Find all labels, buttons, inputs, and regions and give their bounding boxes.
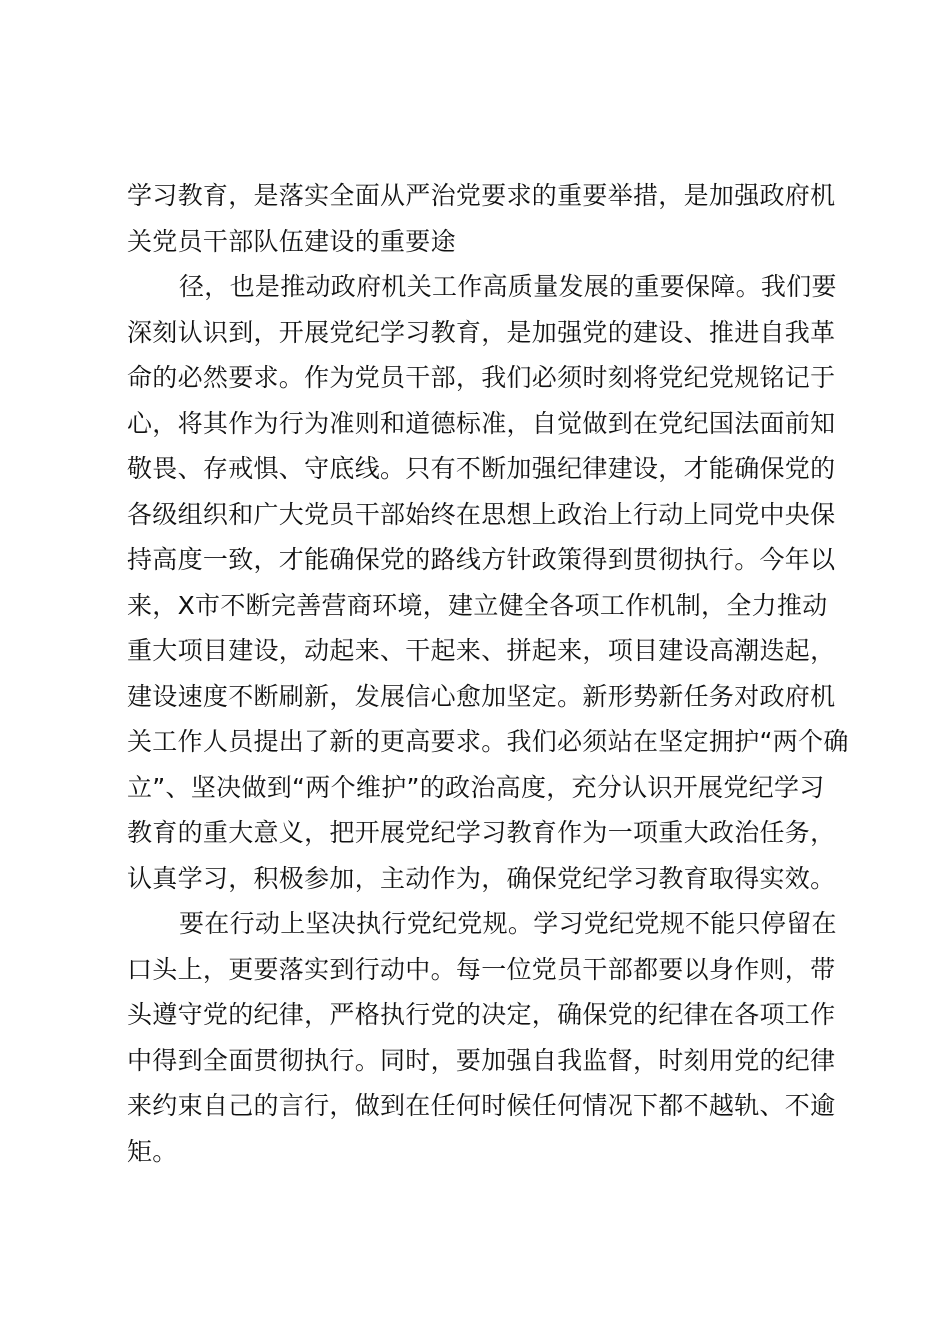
text-line: 心，将其作为行为准则和道德标准，自觉做到在党纪国法面前知 (127, 408, 836, 438)
text-line: 学习教育，是落实全面从严治党要求的重要举措，是加强政府机 (127, 181, 836, 210)
text-line: 来约束自己的言行，做到在任何时候任何情况下都不越轨、不逾 (127, 1091, 836, 1120)
text-line: 头遵守党的纪律，严格执行党的决定，确保党的纪律在各项工作 (127, 1000, 836, 1029)
text-line: 中得到全面贯彻执行。同时，要加强自我监督，时刻用党的纪律 (127, 1045, 836, 1075)
text-line: 各级组织和广大党员干部始终在思想上政治上行动上同党中央保 (127, 499, 836, 529)
paragraph-start-line: 要在行动上坚决执行党纪党规。学习党纪党规不能只停留在 (179, 909, 837, 938)
text-line: 关工作人员提出了新的更高要求。我们必须站在坚定拥护“两个确 (127, 727, 849, 756)
text-line: 认真学习，积极参加，主动作为，确保党纪学习教育取得实效。 (127, 863, 836, 893)
text-line: 持高度一致，才能确保党的路线方针政策得到贯彻执行。今年以 (127, 545, 836, 574)
text-line: 重大项目建设，动起来、干起来、拼起来，项目建设高潮迭起， (127, 636, 836, 665)
text-line: 敬畏、存戒惧、守底线。只有不断加强纪律建设，才能确保党的 (127, 454, 836, 483)
text-line: 命的必然要求。作为党员干部，我们必须时刻将党纪党规铭记于 (127, 363, 836, 392)
text-line: 建设速度不断刷新，发展信心愈加坚定。新形势新任务对政府机 (127, 681, 836, 711)
text-line: 教育的重大意义，把开展党纪学习教育作为一项重大政治任务， (127, 818, 836, 847)
text-line: 来，X市不断完善营商环境，建立健全各项工作机制，全力推动 (127, 590, 828, 620)
text-line: 口头上，更要落实到行动中。每一位党员干部都要以身作则，带 (127, 954, 836, 984)
body-text (127, 173, 849, 1174)
paragraph-start-line: 径，也是推动政府机关工作高质量发展的重要保障。我们要 (179, 272, 837, 301)
text-line: 深刻认识到，开展党纪学习教育，是加强党的建设、推进自我革 (127, 317, 836, 347)
text-line: 立”、坚决做到“两个维护”的政治高度，充分认识开展党纪学习 (127, 772, 825, 802)
text-line: 矩。 (127, 1136, 178, 1166)
text-line: 关党员干部队伍建设的重要途 (127, 226, 456, 256)
